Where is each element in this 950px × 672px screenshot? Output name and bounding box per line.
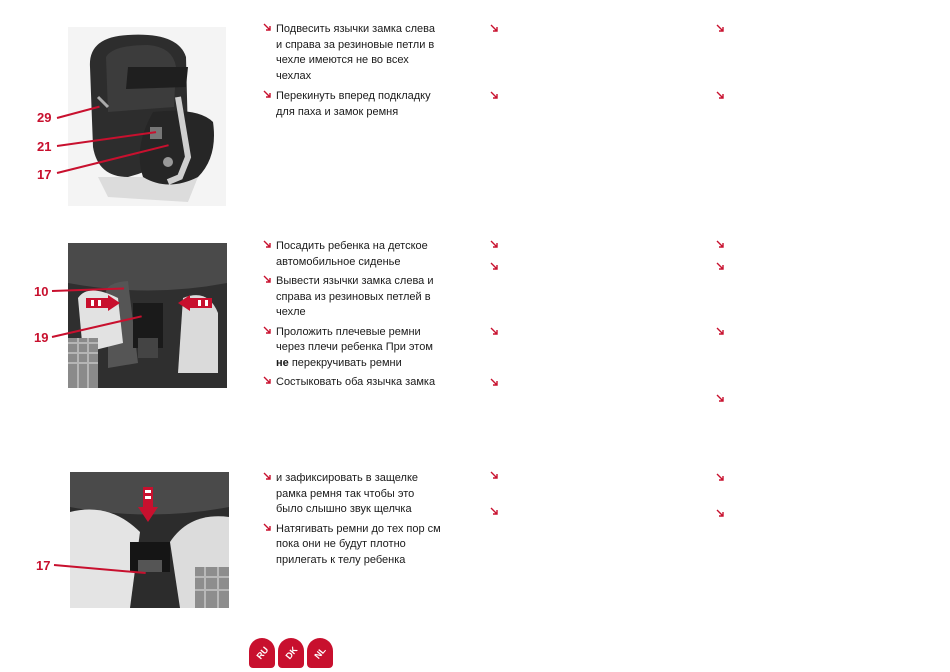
language-tab-dk[interactable]: [278, 638, 304, 668]
language-tab-nl[interactable]: [307, 638, 333, 668]
step-2: [263, 89, 478, 120]
red-arrow-icon: [716, 473, 726, 483]
language-label: DK: [282, 644, 300, 662]
red-arrow-icon: [490, 91, 500, 101]
red-arrow-icon: [263, 240, 273, 250]
step-2: [263, 522, 478, 569]
language-label: RU: [253, 644, 271, 662]
figure-buckle-click: [70, 472, 229, 608]
step-text: автомобильное сиденье: [276, 255, 401, 268]
red-arrow-icon: [490, 471, 500, 481]
callout-19: 19: [34, 330, 49, 345]
language-tab-ru[interactable]: [249, 638, 275, 668]
step-text: чехле: [276, 306, 306, 318]
step-text: чехле имеются не во всех: [276, 54, 409, 66]
red-arrow-icon: [490, 327, 500, 337]
red-arrow-icon: [263, 23, 273, 33]
step-2: [263, 274, 478, 321]
emphasis-text: не: [276, 356, 289, 369]
red-arrow-icon: [490, 378, 500, 388]
step-text: Посадить ребенка на детское: [276, 240, 428, 252]
step-text: Проложить плечевые ремни: [276, 325, 421, 338]
step-text: и справа за резиновые петли в: [276, 38, 435, 51]
step-text: пока они не будут плотно: [276, 538, 406, 550]
step-1: [263, 239, 478, 270]
red-arrow-icon: [716, 24, 726, 34]
red-arrow-icon: [716, 91, 726, 101]
step-text: Состыковать оба язычка замка: [276, 376, 436, 388]
step-text: Перекинуть вперед подкладку: [276, 90, 431, 102]
red-arrow-icon: [490, 24, 500, 34]
red-arrow-icon: [716, 394, 726, 404]
step-text: для паха и замок ремня: [276, 105, 399, 118]
callout-17: 17: [37, 167, 52, 182]
step-text: чехлах: [276, 69, 312, 82]
figure-child-seat: [68, 27, 226, 206]
section3-steps: [263, 471, 478, 568]
language-label: NL: [312, 645, 328, 661]
red-arrow-icon: [490, 507, 500, 517]
step-3: [263, 325, 478, 372]
step-text: и зафиксировать в защелке: [276, 472, 419, 484]
red-arrow-icon: [716, 240, 726, 250]
red-arrow-icon: [263, 326, 273, 336]
red-arrow-icon: [263, 90, 273, 100]
step-text: было слышно звук щелчка: [276, 503, 412, 515]
section2-steps: [263, 239, 478, 391]
red-arrow-icon: [263, 472, 273, 482]
step-text: перекручивать ремни: [288, 356, 402, 369]
step-1: [263, 471, 478, 518]
step-text: прилегать к телу ребенка: [276, 553, 406, 566]
callout-10: 10: [34, 284, 49, 299]
step-text: рамка ремня так чтобы это: [276, 487, 415, 500]
red-arrow-icon: [716, 262, 726, 272]
red-arrow-icon: [263, 275, 273, 285]
red-arrow-icon: [716, 509, 726, 519]
red-arrow-icon: [263, 376, 273, 386]
step-text: через плечи ребенка При этом: [276, 341, 433, 353]
callout-17-bottom: 17: [36, 558, 51, 573]
red-arrow-icon: [263, 523, 273, 533]
step-text: Подвесить язычки замка слева: [276, 23, 435, 35]
red-arrow-icon: [716, 327, 726, 337]
step-text: Вывести язычки замка слева и: [276, 275, 434, 287]
section1-steps: [263, 22, 478, 120]
step-text: Натягивать ремни до тех пор см: [276, 522, 441, 535]
callout-29: 29: [37, 110, 52, 125]
red-arrow-icon: [490, 262, 500, 272]
step-4: [263, 375, 478, 391]
callout-21: 21: [37, 139, 52, 154]
step-1: [263, 22, 478, 84]
step-text: справа из резиновых петлей в: [276, 290, 431, 303]
red-arrow-icon: [490, 240, 500, 250]
figure-buckle-tongues: [68, 243, 227, 388]
